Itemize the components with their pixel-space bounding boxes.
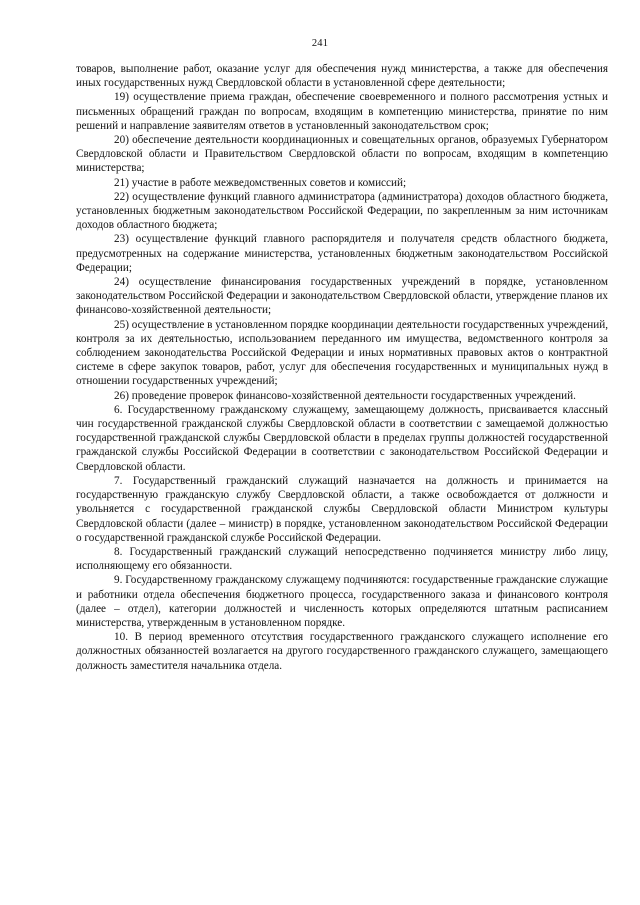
paragraph-section-9: 9. Государственному гражданскому служащему подчиняются: государственные гражданские служащие и работники отдела обеспечения бюджетного процесса, государственного заказа и финансового контроля (далее – отдел), категории должностей и численность которых определяются штатным расписанием министерства, утвержденным в установленном порядке. [76, 574, 608, 629]
paragraph-section-10: 10. В период временного отсутствия государственного гражданского служащего исполнение его должностных обязанностей возлагается на другого государственного гражданского служащего, замещающего должность заместителя начальника отдела. [76, 631, 608, 672]
paragraph-item-22: 22) осуществление функций главного администратора (администратора) доходов областного бюджета, установленных бюджетным законодательством Российской Федерации, по закрепленным за ним источникам доходов областного бюджета; [76, 190, 608, 232]
paragraph-item-25: 25) осуществление в установленном порядке координации деятельности государственных учреждений, контроля за их деятельностью, использованием переданного им имущества, ведомственного контроля за соблюдением законодательства Российской Федерации и иных нормативных правовых актов о контрактной системе в сфере закупок товаров, работ, услуг для обеспечения государственных и муниципальных нужд в отношении государственных учреждений; [76, 318, 608, 388]
paragraph-item-21: 21) участие в работе межведомственных советов и комиссий; [114, 176, 407, 189]
paragraph-item-26: 26) проведение проверок финансово-хозяйственной деятельности государственных учреждений. [114, 389, 576, 402]
paragraph-section-8: 8. Государственный гражданский служащий непосредственно подчиняется министру либо лицу, исполняющему его обязанности. [76, 545, 608, 573]
paragraph-continuation: товаров, выполнение работ, оказание услуг для обеспечения нужд министерства, а также для обеспечения иных государственных нужд Свердловской области в установленной сфере деятельности; [76, 63, 608, 90]
paragraph-item-20: 20) обеспечение деятельности координационных и совещательных органов, образуемых Губернатором Свердловской области и Правительством Свердловской области по вопросам, входящим в компетенцию министерства; [76, 134, 608, 175]
document-body [76, 62, 608, 673]
paragraph-section-6: 6. Государственному гражданскому служащему, замещающему должность, присваивается классный чин государственной гражданской службы Свердловской области в соответствии с замещаемой должностью государственной гражданской службы Свердловской области в пределах группы должностей государственной гражданской службы Российской Федерации в соответствии с законодательством Российской Федерации и Свердловской области. [76, 403, 608, 473]
paragraph-item-24: 24) осуществление финансирования государственных учреждений в порядке, установленном законодательством Российской Федерации и законодательством Свердловской области, утверждение планов их финансово-хозяйственной деятельности; [76, 276, 608, 317]
paragraph-section-7: 7. Государственный гражданский служащий назначается на должность и принимается на государственную гражданскую службу Свердловской области, а также освобождается от должности и увольняется с государственной гражданской службы Свердловской области Министром культуры Свердловской области (далее – министр) в порядке, установленном законодательством Российской Федерации о государственной гражданской службе Российской Федерации. [76, 474, 608, 544]
paragraph-item-23: 23) осуществление функций главного распорядителя и получателя средств областного бюджета, предусмотренных на содержание министерства, установленных бюджетным законодательством Российской Федерации; [76, 233, 608, 274]
page-number: 241 [311, 38, 329, 49]
paragraph-item-19: 19) осуществление приема граждан, обеспечение своевременного и полного рассмотрения устных и письменных обращений граждан по вопросам, входящим в компетенцию министерства, принятие по ним решений и направление заявителям ответов в установленный законодательством срок; [76, 91, 608, 132]
